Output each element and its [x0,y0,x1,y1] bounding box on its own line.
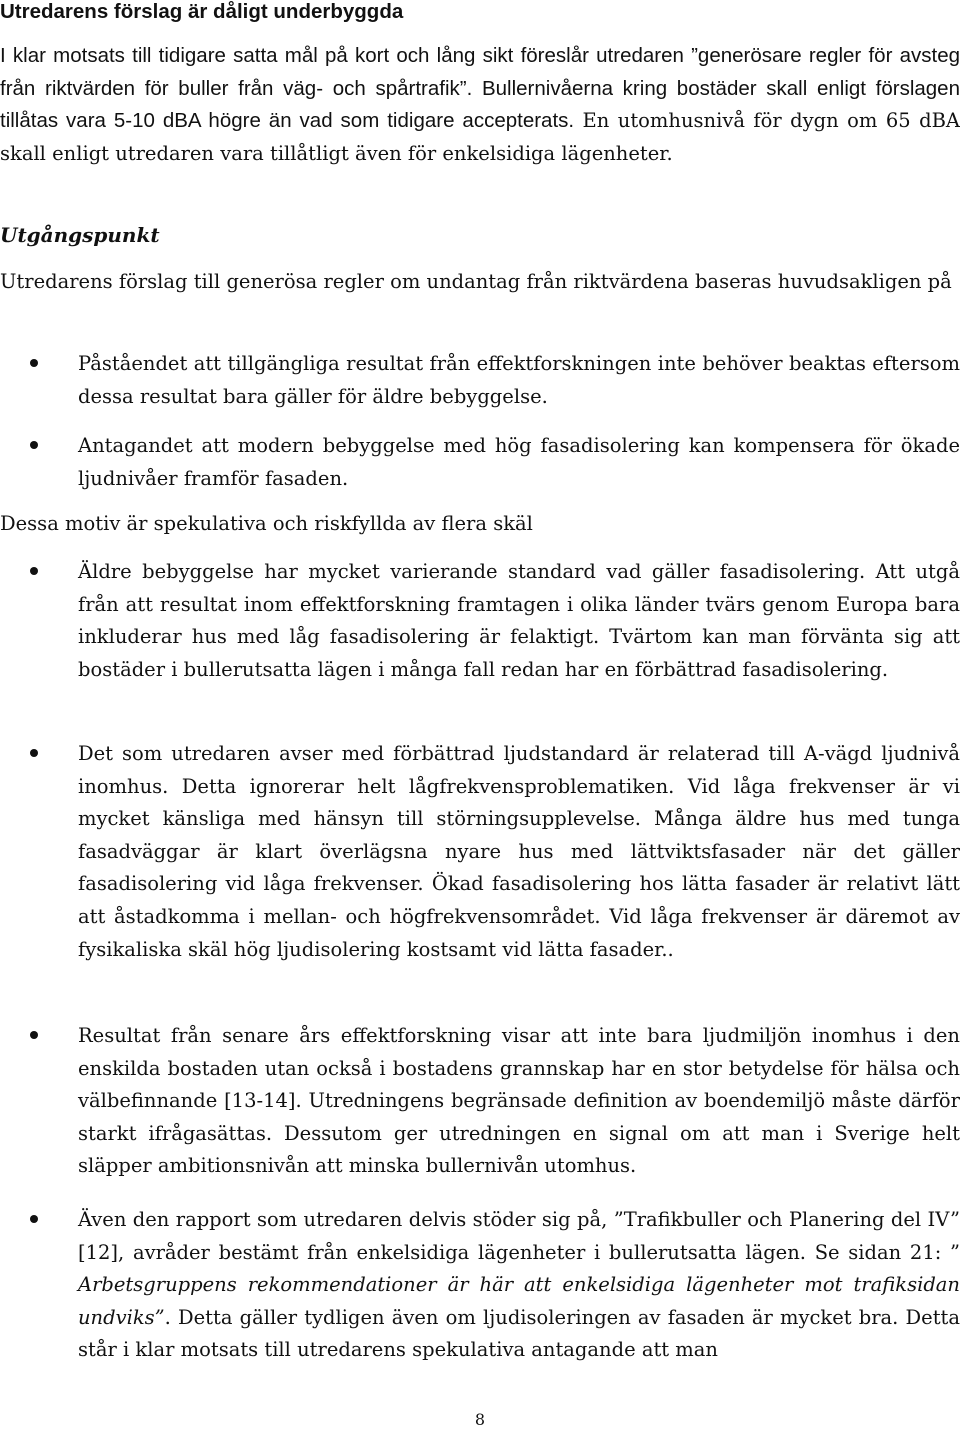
list-item-text [78,1204,960,1367]
last-bullet-quote: Arbetsgruppens rekommendationer är här att enkelsidiga lägenheter mot trafiksidan undviks” [78,1273,960,1329]
list-item-text: Äldre bebyggelse har mycket varierande standard vad gäller fasadisolering. Att utgå från att resultat inom effektforskning framtagen i olika länder tvärs genom Europa bara inkluderar hus med låg fasadisolering är felaktigt. Tvärtom kan man förvänta sig att bostäder i bullerutsatta lägen i många fall redan har en förbättrad fasadisolering. [78,560,960,681]
intro-text-part1: I klar motsats till tidigare satta mål på kort och lång sikt föreslår utredaren ”generösare regler för avsteg från riktvärden för buller från väg- och spårtrafik”. Bullernivåerna kring bostäder skall enligt förslagen tillåtas vara 5-10 dBA högre än vad som tidigare accepterats. [0,44,960,133]
list-item-text: Antagandet att modern bebyggelse med hög fasadisolering kan kompensera för ökade ljudnivåer framför fasaden. [78,434,960,490]
bullet-dot-icon [30,1215,38,1223]
last-bullet-before: Även den rapport som utredaren delvis stöder sig på, ”Trafikbuller och Planering del IV” [12], avråder bestämt från enkelsidiga lägenheter i bullerutsatta lägen. Se sidan 21: ” [78,1208,960,1264]
basis-paragraph: Utredarens förslag till generösa regler om undantag från riktvärdena baseras huvudsakligen på [0,270,952,293]
intro-text-part2: En utomhusnivå för dygn om 65 dBA skall enligt utredaren vara tillåtligt även för enkelsidiga lägenheter. [0,109,960,165]
bullet-dot-icon [30,749,38,757]
list-item-text: Påståendet att tillgängliga resultat från effektforskningen inte behöver beaktas eftersom dessa resultat bara gäller för äldre bebyggelse. [78,352,960,408]
bullet-dot-icon [30,359,38,367]
subheading-utgangspunkt: Utgångspunkt [0,223,160,247]
motives-paragraph: Dessa motiv är spekulativa och riskfyllda av flera skäl [0,512,533,535]
bullet-dot-icon [30,1031,38,1039]
bullet-dot-icon [30,441,38,449]
intro-paragraph [0,40,960,170]
section-heading: Utredarens förslag är dåligt underbyggda [0,0,404,23]
page-number: 8 [474,1410,486,1429]
list-item-text: Resultat från senare års effektforskning visar att inte bara ljudmiljön inomhus i den enskilda bostaden utan också i bostadens grannskap har en stor betydelse för hälsa och välbefinnande [13-14]. Utredningens begränsade definition av boendemiljö måste därför starkt ifrågasättas. Dessutom ger utredningen en signal om att man i Sverige helt släpper ambitionsnivån att minska bullernivån utomhus. [78,1024,960,1178]
last-bullet-after: . Detta gäller tydligen även om ljudisoleringen av fasaden är mycket bra. Detta står i klar motsats till utredarens spekulativa antagande att man [78,1305,960,1362]
bullet-dot-icon [30,567,38,575]
list-item-text: Det som utredaren avser med förbättrad ljudstandard är relaterad till A-vägd ljudnivå inomhus. Detta ignorerar helt lågfrekvensproblematiken. Vid låga frekvenser är vi mycket känsliga med hänsyn till störningsupplevelse. Många äldre hus med tunga fasadväggar är klart överlägsna nyare hus med lättviktsfasader när det gäller fasadisolering vid låga frekvenser. Ökad fasadisolering hos lätta fasader är relativt lätt att åstadkomma i mellan- och högfrekvensområdet. Vid låga frekvenser är däremot av fysikaliska skäl hög ljudisolering kostsamt vid lätta fasader.. [78,742,960,961]
